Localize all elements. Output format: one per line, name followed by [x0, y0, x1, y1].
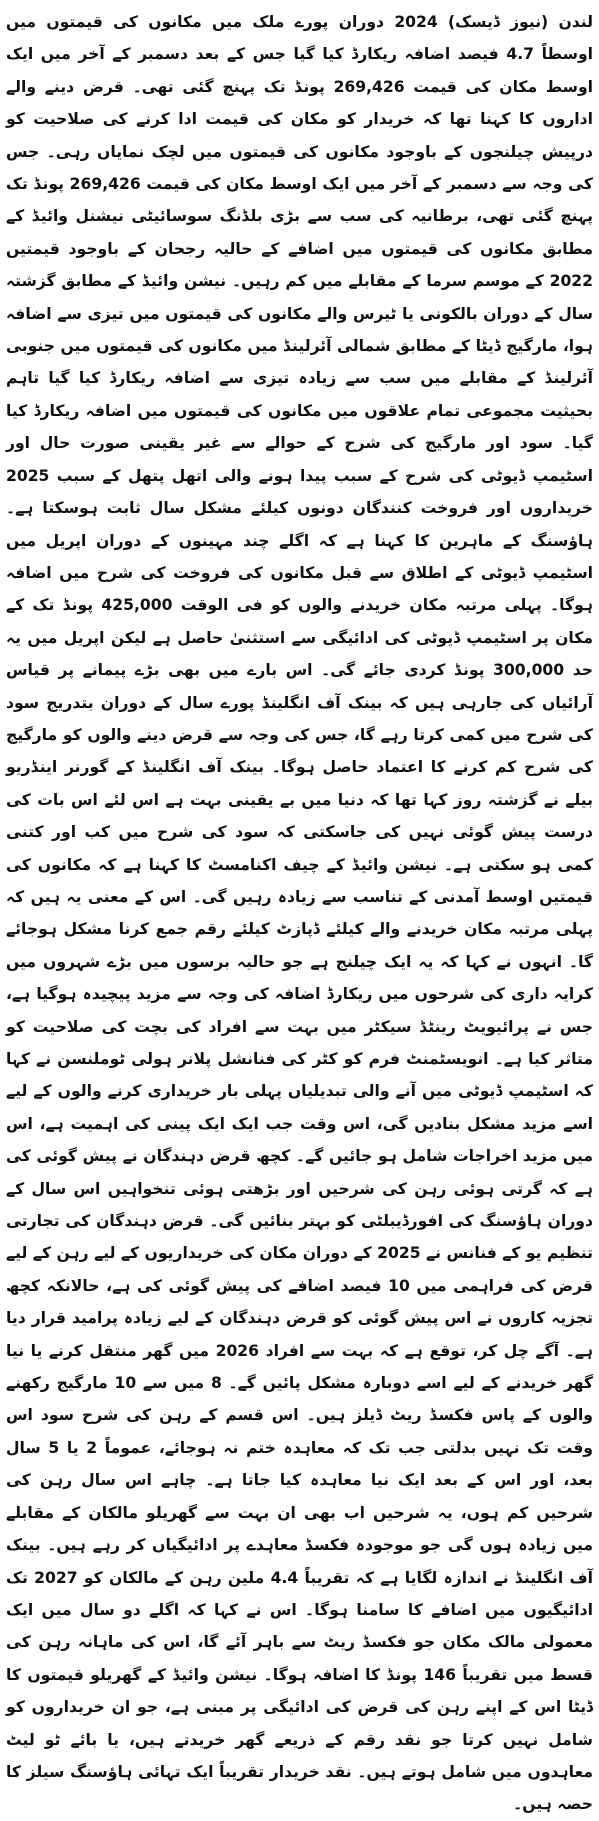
article-body: لندن (نیوز ڈیسک) 2024 دوران پورے ملک میں مکانوں کی قیمتوں میں اوسطاً 4.7 فیصد اضافہ ریکارڈ کیا گیا جس کے بعد دسمبر کے آخر میں ایک اوسط مکان کی قیمت 269,426 پونڈ تک پہنچ گئی تھی۔ قرض دینے والے اداروں کا کہنا تھا کہ خریدار کو مکان کی قیمت ادا کرنے کی صلاحیت کو درپیش چیلنجوں کے باوجود مکانوں کی قیمتوں میں لچک نمایاں رہی۔ جس کی وجہ سے دسمبر کے آخر میں ایک اوسط مکان کی قیمت 269,426 پونڈ تک پہنچ گئی تھی، برطانیہ کی سب سے بڑی بلڈنگ سوسائیٹی نیشنل وائیڈ کے مطابق مکانوں کی قیمتوں میں اضافے کے حالیہ رجحان کے باوجود قیمتیں 2022 کے موسم سرما کے مقابلے میں کم رہیں۔ نیشن وائیڈ کے مطابق گزشتہ سال کے دوران بالکونی یا ٹیرس والے مکانوں کی قیمتوں میں تیزی سے اضافہ ہوا، مارگیج ڈیٹا کے مطابق شمالی آئرلینڈ میں مکانوں کی قیمتوں میں جنوبی آئرلینڈ کے مقابلے میں سب سے زیادہ تیزی سے اضافہ ریکارڈ کیا گیا تاہم بحیثیت مجموعی تمام علاقوں میں مکانوں کی قیمتوں میں اضافہ ریکارڈ کیا گیا۔ سود اور مارگیج کی شرح کے حوالے سے غیر یقینی صورت حال اور اسٹیمپ ڈیوٹی کی شرح کے سبب پیدا ہونے والی اتھل پتھل کے سبب 2025 خریداروں اور فروخت کنندگان دونوں کیلئے مشکل سال ثابت ہوسکتا ہے۔ ہاؤسنگ کے ماہرین کا کہنا ہے کہ اگلے چند مہینوں کے دوران اپریل میں اسٹیمپ ڈیوٹی کے اطلاق سے قبل مکانوں کی فروخت کی شرح میں اضافہ ہوگا۔ پہلی مرتبہ مکان خریدنے والوں کو فی الوقت 425,000 پونڈ تک کے مکان پر اسٹیمپ ڈیوٹی کی ادائیگی سے استثنیٰ حاصل ہے لیکن اپریل میں یہ حد 300,000 پونڈ کردی جائے گی۔ اس بارے میں بھی بڑے پیمانے پر قیاس آرائیاں کی جارہی ہیں کہ بینک آف انگلینڈ پورے سال کے دوران بتدریج سود کی شرح میں کمی کرتا رہے گا، جس کی وجہ سے قرض دینے والوں کو مارگیج کی شرح کم کرنے کا اعتماد حاصل ہوگا۔ بینک آف انگلینڈ کے گورنر اینڈریو بیلے نے گزشتہ روز کہا تھا کہ دنیا میں بے یقینی بہت ہے اس لئے اس بات کی درست پیش گوئی نہیں کی جاسکتی کہ سود کی شرح میں کب اور کتنی کمی ہو سکتی ہے۔ نیشن وائیڈ کے چیف اکنامسٹ کا کہنا ہے کہ مکانوں کی قیمتیں اوسط آمدنی کے تناسب سے زیادہ رہیں گی۔ اس کے معنی یہ ہیں کہ پہلی مرتبہ مکان خریدنے والے کیلئے ڈپازٹ کیلئے رقم جمع کرنا مشکل ہوجائے گا۔ انہوں نے کہا کہ یہ ایک چیلنج ہے جو حالیہ برسوں میں بڑے شہروں میں کرایہ داری کی شرحوں میں ریکارڈ اضافہ کی وجہ سے مزید پیچیدہ ہوگیا ہے، جس نے پرائیویٹ رینٹڈ سیکٹر میں بہت سے افراد کی بچت کی صلاحیت کو متاثر کیا ہے۔ انویسٹمنٹ فرم کو کٹر کی فنانشل پلانر ہولی ٹوملنسن نے کہا کہ اسٹیمپ ڈیوٹی میں آنے والی تبدیلیاں پہلی بار خریداری کرنے والوں کے لیے اسے مزید مشکل بنادیں گی، اس وقت جب ایک ایک پینی کی اہمیت ہے، اس میں مزید اخراجات شامل ہو جائیں گے۔ کچھ قرض دہندگان نے پیش گوئی کی ہے کہ گرتی ہوئی رہن کی شرحیں اور بڑھتی ہوئی تنخواہیں اس سال کے دوران ہاؤسنگ کی افورڈیبلٹی کو بہتر بنائیں گی۔ قرض دہندگان کی تجارتی تنظیم یو کے فنانس نے 2025 کے دوران مکان کی خریداریوں کے لیے رہن کے لیے قرض کی فراہمی میں 10 فیصد اضافے کی پیش گوئی کی ہے، حالانکہ کچھ تجزیہ کاروں نے اس پیش گوئی کو قرض دہندگان کے لیے زیادہ پرامید قرار دیا ہے۔ آگے چل کر، توقع ہے کہ بہت سے افراد 2026 میں گھر منتقل کرنے یا نیا گھر خریدنے کے لیے اسے دوبارہ مشکل پائیں گے۔ 8 میں سے 10 مارگیج رکھنے والوں کے پاس فکسڈ ریٹ ڈیلز ہیں۔ اس قسم کے رہن کی شرح سود اس وقت تک نہیں بدلتی جب تک کہ معاہدہ ختم نہ ہوجائے، عموماً 2 یا 5 سال بعد، اور اس کے بعد ایک نیا معاہدہ کیا جاتا ہے۔ چاہے اس سال رہن کی شرحیں کم ہوں، یہ شرحیں اب بھی ان بہت سے گھریلو مالکان کے مقابلے میں زیادہ ہوں گی جو موجودہ فکسڈ معاہدے پر ادائیگیاں کر رہے ہیں۔ بینک آف انگلینڈ نے اندازہ لگایا ہے کہ تقریباً 4.4 ملین رہن کے مالکان کو 2027 تک ادائیگیوں میں اضافے کا سامنا ہوگا۔ اس نے کہا کہ اگلے دو سال میں ایک معمولی مالک مکان جو فکسڈ ریٹ سے باہر آئے گا، اس کی ماہانہ رہن کی قسط میں تقریباً 146 پونڈ کا اضافہ ہوگا۔ نیشن وائیڈ کے گھریلو قیمتوں کا ڈیٹا اس کے اپنے رہن کی قرض کی ادائیگی پر مبنی ہے، جو ان خریداروں کو شامل نہیں کرتا جو نقد رقم کے ذریعے گھر خریدتے ہیں، یا بائے ٹو لیٹ معاہدوں میں شامل ہوتے ہیں۔ نقد خریدار تقریباً ایک تہائی ہاؤسنگ سیلز کا حصہ ہیں۔: [6, 13, 594, 1814]
